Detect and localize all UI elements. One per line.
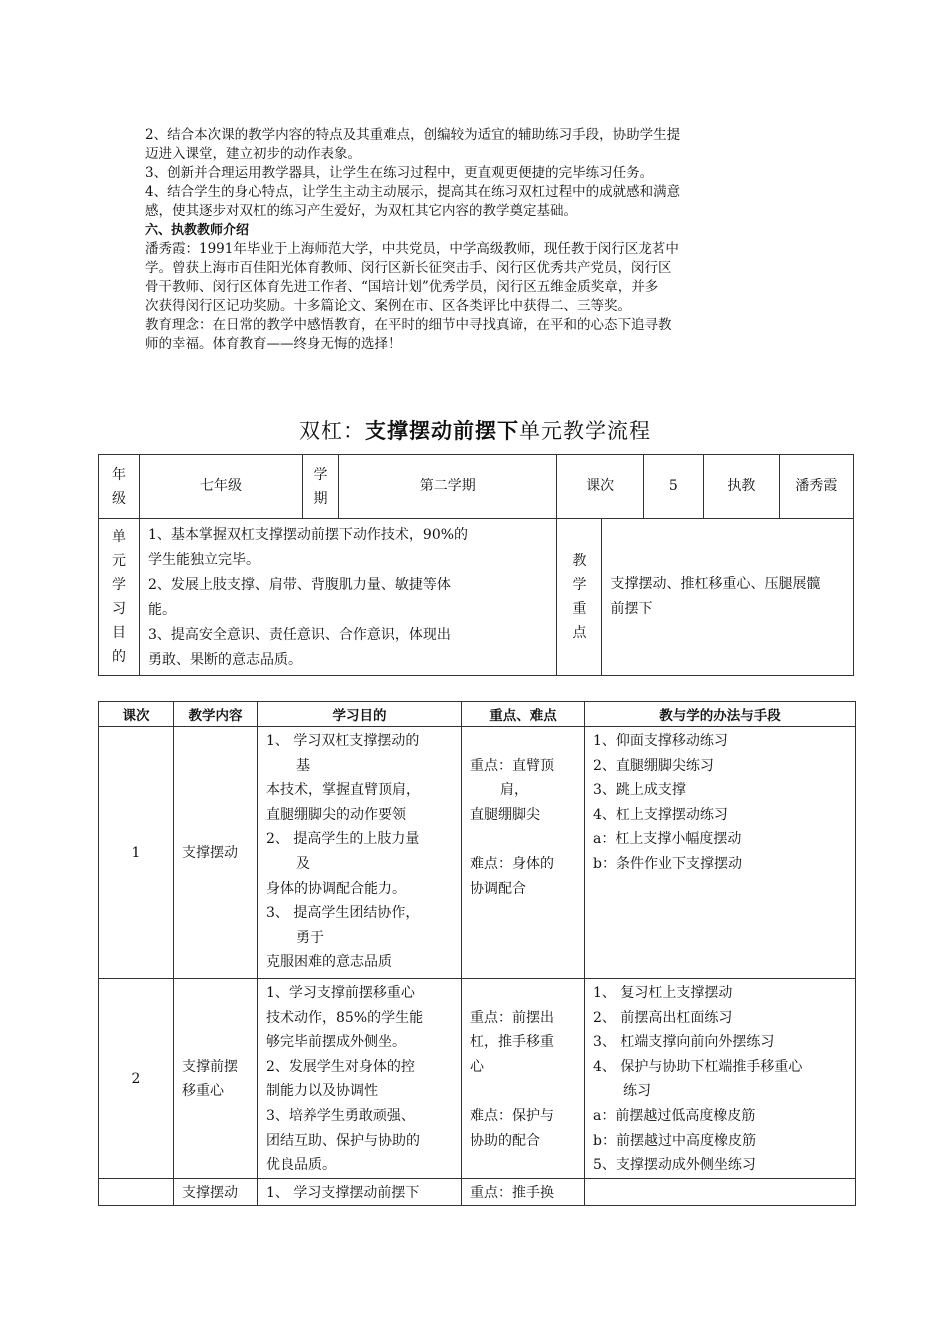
header-content: 教学内容	[174, 702, 258, 727]
intro-line: 3、创新并合理运用教学器具，让学生在练习过程中，更直观更便捷的完毕练习任务。	[145, 165, 654, 181]
lesson-num	[99, 1178, 174, 1206]
lesson-key: 重点：推手换	[462, 1178, 585, 1206]
teacher-value: 潘秀霞	[779, 455, 853, 519]
goal-label: 单 元 学 习 目 的	[99, 519, 140, 676]
lesson-methods: 1、仰面支撑移动练习 2、直腿绷脚尖练习 3、跳上成支撑 4、杠上支撑摆动练习 a：杠上支撑小幅度摆动 b：条件作业下支撑摆动	[585, 727, 856, 979]
grade-value: 七年级	[140, 455, 303, 519]
header-key: 重点、难点	[462, 702, 585, 727]
table-row	[99, 727, 856, 979]
lessons-value: 5	[643, 455, 703, 519]
title-suffix: 单元教学流程	[519, 419, 651, 443]
lesson-goals: 1、学习支撑前摆移重心 技术动作，85%的学生能 够完毕前摆成外侧坐。 2、发展学生对身体的控 制能力以及协调性 3、培养学生勇敢顽强、 团结互助、保护与协助的 优良品质。	[258, 979, 462, 1179]
key-label: 教 学 重 点	[557, 519, 602, 676]
intro-line: 感，使其逐步对双杠的练习产生爱好，为双杠其它内容的教学奠定基础。	[145, 203, 577, 219]
table-row	[99, 1178, 856, 1206]
header-lesson: 课次	[99, 702, 174, 727]
lesson-content: 支撑前摆 移重心	[174, 979, 258, 1179]
lesson-flow-table	[98, 701, 856, 1206]
lesson-key: 重点：直臂顶 肩， 直腿绷脚尖 难点：身体的 协调配合	[462, 727, 585, 979]
lesson-content: 支撑摆动	[174, 727, 258, 979]
lesson-goals: 1、 学习双杠支撑摆动的 基 本技术，掌握直臂顶肩， 直腿绷脚尖的动作要领 2、 提高学生的上肢力量 及 身体的协调配合能力。 3、 提高学生团结协作， 勇于 克服困难的意志品质	[258, 727, 462, 979]
intro-line: 4、结合学生的身心特点，让学生主动主动展示，提高其在练习双杠过程中的成就感和满意	[145, 184, 681, 200]
bio-line: 潘秀霞：1991年毕业于上海师范大学，中共党员，中学高级教师，现任教于闵行区龙茗中	[145, 241, 679, 257]
title-bold: 支撑摆动前摆下	[365, 418, 519, 443]
title-prefix: 双杠：	[299, 419, 365, 443]
bio-line: 次获得闵行区记功奖励。十多篇论文、案例在市、区各类评比中获得二、三等奖。	[145, 298, 631, 314]
lessons-label: 课次	[557, 455, 643, 519]
teaching-key-points: 支撑摆动、推杠移重心、压腿展髋 前摆下	[602, 519, 854, 676]
intro-text	[145, 126, 810, 354]
intro-line: 2、结合本次课的教学内容的特点及其重难点，创编较为适宜的辅助练习手段，协助学生提	[145, 127, 681, 143]
lesson-goals: 1、 学习支撑摆动前摆下	[258, 1178, 462, 1206]
header-methods: 教与学的办法与手段	[585, 702, 856, 727]
grade-label: 年 级	[99, 455, 140, 519]
section-heading: 六、执教教师介绍	[145, 223, 250, 238]
bio-line: 师的幸福。体育教育——终身无悔的选择！	[145, 336, 402, 352]
lesson-num: 1	[99, 727, 174, 979]
bio-line: 教育理念：在日常的教学中感悟教育，在平时的细节中寻找真谛，在平和的心态下追寻教	[145, 317, 672, 333]
lesson-methods	[585, 1178, 856, 1206]
unit-info-table	[98, 454, 854, 676]
lesson-key: 重点：前摆出 杠，推手移重 心 难点：保护与 协助的配合	[462, 979, 585, 1179]
lesson-content: 支撑摆动	[174, 1178, 258, 1206]
bio-line: 学。曾获上海市百佳阳光体育教师、闵行区新长征突击手、闵行区优秀共产党员，闵行区	[145, 260, 672, 276]
teacher-label: 执教	[703, 455, 779, 519]
lesson-methods: 1、 复习杠上支撑摆动 2、 前摆高出杠面练习 3、 杠端支撑向前向外摆练习 4、 保护与协助下杠端推手移重心 练习 a：前摆越过低高度橡皮筋 b：前摆越过中高度橡皮筋 5、支撑摆动成外侧坐练习	[585, 979, 856, 1179]
table-row	[99, 979, 856, 1179]
header-goals: 学习目的	[258, 702, 462, 727]
term-value: 第二学期	[339, 455, 557, 519]
lesson-num: 2	[99, 979, 174, 1179]
term-label: 学 期	[303, 455, 339, 519]
page-title	[0, 415, 950, 445]
bio-line: 骨干教师、闵行区体育先进工作者、“国培计划”优秀学员，闵行区五维金质奖章，并多	[145, 279, 659, 295]
unit-goals: 1、基本掌握双杠支撑摆动前摆下动作技术，90%的 学生能独立完毕。 2、发展上肢支撑、肩带、背腹肌力量、敏捷等体 能。 3、提高安全意识、责任意识、合作意识，体现出 勇敢、果断的意志品质。	[140, 519, 557, 676]
intro-line: 迈进入课堂，建立初步的动作表象。	[145, 146, 361, 162]
